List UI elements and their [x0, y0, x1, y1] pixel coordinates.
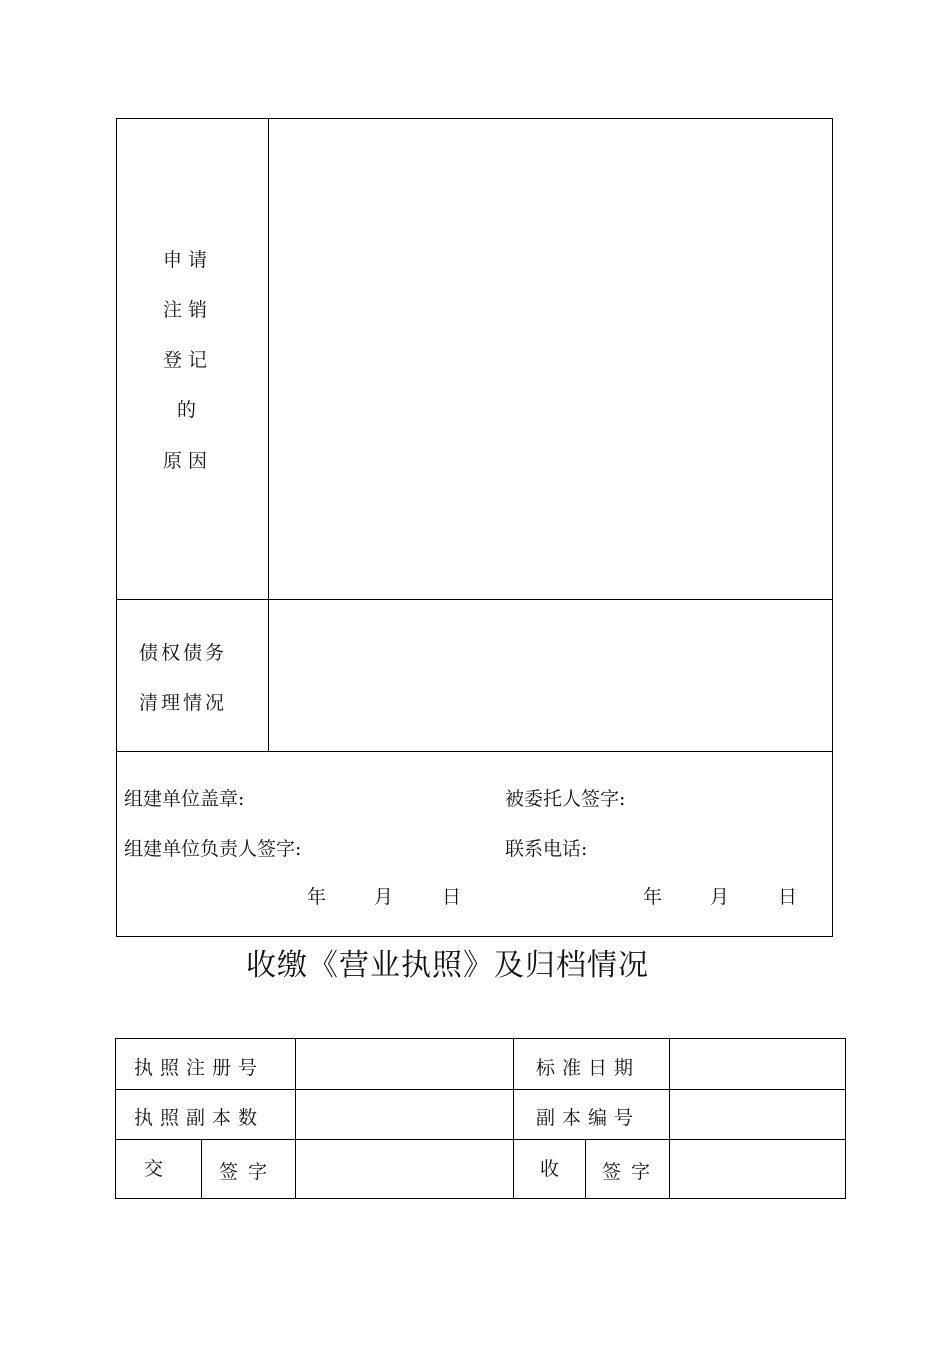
hand-over-sign-label: 签字 — [219, 1161, 278, 1183]
hand-over-label: 交 — [144, 1158, 164, 1180]
debt-content-field[interactable] — [270, 601, 831, 750]
receive-label: 收 — [540, 1158, 560, 1180]
table-col-line-1 — [295, 1038, 296, 1199]
left-date-day: 日 — [442, 886, 462, 908]
debt-label-line-1: 债权债务 — [139, 642, 228, 664]
agent-sign-label: 被委托人签字: — [505, 788, 626, 810]
form-divider-1 — [116, 599, 833, 600]
debt-label-line-2: 清理情况 — [139, 692, 228, 714]
org-seal-label: 组建单位盖章: — [124, 788, 245, 810]
std-date-field[interactable] — [671, 1040, 844, 1088]
hand-over-sign-field[interactable] — [297, 1141, 512, 1197]
copy-count-field[interactable] — [297, 1091, 512, 1138]
table-col-line-left-sub — [201, 1139, 202, 1199]
reason-label-line-5: 原 因 — [163, 450, 208, 472]
reg-no-label: 执照注册号 — [134, 1057, 265, 1079]
reason-content-field[interactable] — [270, 120, 831, 598]
reg-no-field[interactable] — [297, 1040, 512, 1088]
right-date-month: 月 — [710, 886, 730, 908]
left-date-month: 月 — [374, 886, 394, 908]
copy-count-label: 执照副本数 — [134, 1107, 265, 1129]
contact-phone-label: 联系电话: — [505, 838, 588, 860]
table-row-line-2 — [115, 1139, 846, 1140]
table-col-line-3 — [669, 1038, 670, 1199]
table-col-line-2 — [513, 1038, 514, 1199]
reason-label-line-2: 注 销 — [163, 299, 208, 321]
right-date-day: 日 — [778, 886, 798, 908]
std-date-label: 标准日期 — [536, 1057, 641, 1079]
receive-sign-field[interactable] — [671, 1141, 844, 1197]
reason-label-line-1: 申 请 — [163, 249, 208, 271]
org-head-sign-label: 组建单位负责人签字: — [124, 838, 302, 860]
right-date-year: 年 — [643, 886, 663, 908]
form-divider-2 — [116, 751, 833, 752]
table-row-line-1 — [115, 1089, 846, 1090]
receive-sign-label: 签字 — [602, 1161, 661, 1183]
form-divider-vertical — [268, 118, 269, 752]
reason-label-line-4: 的 — [177, 399, 197, 421]
table-col-line-right-sub — [585, 1139, 586, 1199]
copy-no-field[interactable] — [671, 1091, 844, 1138]
left-date-year: 年 — [307, 886, 327, 908]
reason-label-line-3: 登 记 — [163, 349, 208, 371]
copy-no-label: 副本编号 — [536, 1107, 641, 1129]
section-title: 收缴《营业执照》及归档情况 — [246, 948, 649, 983]
